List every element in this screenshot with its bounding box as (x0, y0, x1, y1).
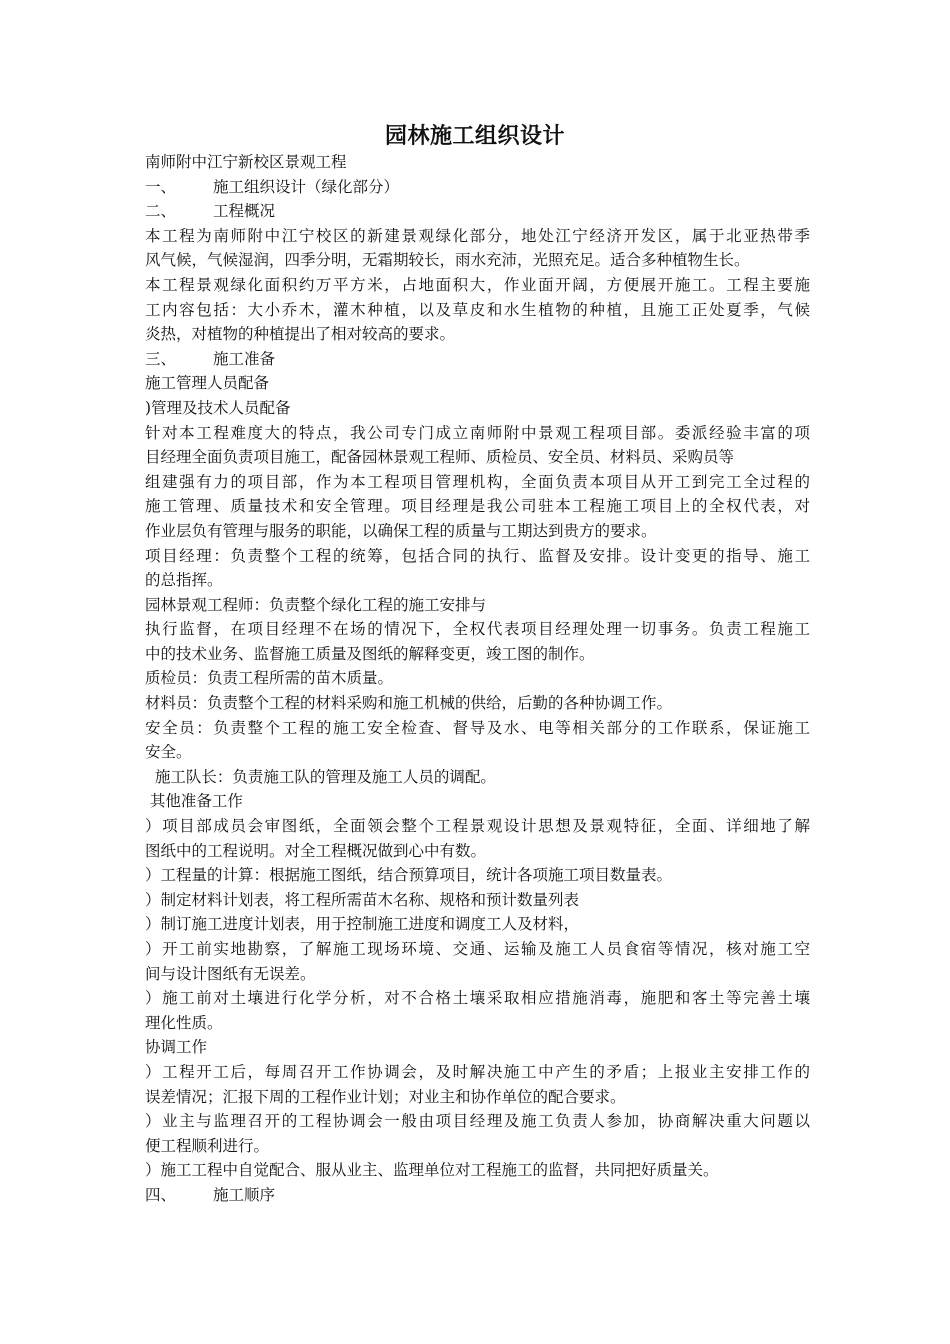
paragraph-line (145, 248, 810, 273)
line-text: 材料员：负责整个工程的材料采购和施工机械的供给，后勤的各种协调工作。 (145, 694, 673, 713)
paragraph-line (145, 1109, 810, 1134)
paragraph-line (145, 986, 810, 1011)
line-text: 其他准备工作 (145, 792, 243, 811)
document-title: 园林施工组织设计 (384, 123, 565, 149)
paragraph-line (145, 1158, 810, 1183)
paragraph-line (145, 814, 810, 839)
paragraph-line (145, 1011, 810, 1036)
paragraph-line (145, 912, 810, 937)
line-text: 的总指挥。 (145, 571, 223, 590)
paragraph-line (145, 617, 810, 642)
paragraph-line (145, 962, 810, 987)
paragraph-line (145, 298, 810, 323)
line-text: 便工程顺利进行。 (145, 1136, 270, 1155)
line-text: 本工程景观绿化面积约万平方米，占地面积大，作业面开阔，方便展开施工。工程主要施 (145, 275, 810, 294)
paragraph-line (145, 273, 810, 298)
line-text: ）制订施工进度计划表，用于控制施工进度和调度工人及材料， (145, 915, 580, 934)
line-text: 施工管理人员配备 (145, 374, 270, 393)
section-heading (145, 199, 810, 224)
line-text: 南师附中江宁新校区景观工程 (145, 153, 347, 171)
paragraph-line (145, 494, 810, 519)
line-text: 工内容包括：大小乔木，灌木种植，以及草皮和水生植物的种植，且施工正处夏季，气候 (145, 300, 810, 319)
line-text: 图纸中的工程说明。对全工程概况做到心中有数。 (145, 841, 487, 860)
line-text: ）施工工程中自觉配合、服从业主、监理单位对工程施工的监督，共同把好质量关。 (145, 1161, 719, 1180)
line-text: 作业层负有管理与服务的职能，以确保工程的质量与工期达到贵方的要求。 (145, 521, 657, 540)
line-text: 园林景观工程师：负责整个绿化工程的施工安排与 (145, 595, 487, 614)
line-text: 中的技术业务、监督施工质量及图纸的解释变更，竣工图的制作。 (145, 644, 595, 663)
line-text: ）开工前实地勘察，了解施工现场环境、交通、运输及施工人员食宿等情况，核对施工空 (145, 940, 810, 958)
paragraph-line (145, 150, 810, 175)
paragraph-line (145, 445, 810, 470)
line-text: 施工管理、质量技术和安全管理。项目经理是我公司驻本工程施工项目上的全权代表，对 (145, 497, 810, 516)
line-text: 组建强有力的项目部，作为本工程项目管理机构，全面负责本项目从开工到完工全过程的 (145, 472, 810, 491)
line-text: 炎热，对植物的种植提出了相对较高的要求。 (145, 325, 456, 344)
paragraph-line (145, 1134, 810, 1159)
paragraph-line (145, 322, 810, 347)
line-text: 误差情况；汇报下周的工程作业计划；对业主和协作单位的配合要求。 (145, 1087, 626, 1106)
paragraph-line (145, 593, 810, 618)
paragraph-line (145, 888, 810, 913)
paragraph-line (145, 1085, 810, 1110)
paragraph-line (145, 1035, 810, 1060)
section-number: 四、 (145, 1185, 177, 1204)
line-text: 本工程为南师附中江宁校区的新建景观绿化部分，地处江宁经济开发区，属于北亚热带季 (145, 226, 810, 245)
paragraph-line (145, 421, 810, 446)
line-text: 间与设计图纸有无误差。 (145, 964, 316, 983)
paragraph-line (145, 863, 810, 888)
paragraph-line (145, 1060, 810, 1085)
line-text: 协调工作 (145, 1038, 208, 1057)
paragraph-line (145, 937, 810, 962)
section-number: 三、 (145, 349, 177, 368)
document-body (145, 150, 810, 1208)
line-text: )管理及技术人员配备 (145, 398, 291, 417)
section-number: 二、 (145, 202, 177, 221)
section-number: 一、 (145, 177, 177, 196)
paragraph-line (145, 519, 810, 544)
line-text: 风气候，气候湿润，四季分明，无霜期较长，雨水充沛，光照充足。适合多种植物生长。 (145, 251, 750, 270)
line-text: ）制定材料计划表，将工程所需苗木名称、规格和预计数量列表 (145, 890, 580, 909)
line-text: 执行监督，在项目经理不在场的情况下，全权代表项目经理处理一切事务。负责工程施工 (145, 620, 810, 639)
line-text: 质检员：负责工程所需的苗木质量。 (145, 669, 394, 688)
paragraph-line (145, 765, 810, 790)
paragraph-line (145, 470, 810, 495)
line-text: 安全。 (145, 743, 192, 762)
paragraph-line (145, 396, 810, 421)
line-text: 施工顺序 (213, 1185, 276, 1204)
paragraph-line (145, 716, 810, 741)
line-text: 施工队长：负责施工队的管理及施工人员的调配。 (145, 767, 496, 786)
paragraph-line (145, 371, 810, 396)
paragraph-line (145, 691, 810, 716)
line-text: 工程概况 (213, 202, 276, 221)
paragraph-line (145, 789, 810, 814)
line-text: 目经理全面负责项目施工，配备园林景观工程师、质检员、安全员、材料员、采购员等 (145, 448, 735, 467)
paragraph-line (145, 839, 810, 864)
line-text: 理化性质。 (145, 1013, 223, 1032)
paragraph-line (145, 642, 810, 667)
paragraph-line (145, 544, 810, 569)
line-text: 项目经理：负责整个工程的统筹，包括合同的执行、监督及安排。设计变更的指导、施工 (145, 546, 810, 565)
section-heading (145, 175, 810, 200)
section-heading (145, 1183, 810, 1208)
line-text: 施工组织设计（绿化部分） (213, 177, 400, 196)
line-text: 安全员：负责整个工程的施工安全检查、督导及水、电等相关部分的工作联系，保证施工 (145, 718, 810, 737)
paragraph-line (145, 224, 810, 249)
line-text: ）施工前对土壤进行化学分析，对不合格土壤采取相应措施消毒，施肥和客土等完善土壤 (145, 989, 810, 1008)
line-text: ）项目部成员会审图纸，全面领会整个工程景观设计思想及景观特征，全面、详细地了解 (145, 817, 810, 836)
line-text: ）工程量的计算：根据施工图纸，结合预算项目，统计各项施工项目数量表。 (145, 866, 673, 885)
paragraph-line (145, 568, 810, 593)
line-text: ）工程开工后，每周召开工作协调会，及时解决施工中产生的矛盾；上报业主安排工作的 (145, 1062, 810, 1081)
section-heading (145, 347, 810, 372)
line-text: 针对本工程难度大的特点，我公司专门成立南师附中景观工程项目部。委派经验丰富的项 (145, 423, 810, 442)
line-text: ）业主与监理召开的工程协调会一般由项目经理及施工负责人参加，协商解决重大问题以 (145, 1112, 810, 1131)
paragraph-line (145, 666, 810, 691)
line-text: 施工准备 (213, 349, 276, 368)
paragraph-line (145, 740, 810, 765)
